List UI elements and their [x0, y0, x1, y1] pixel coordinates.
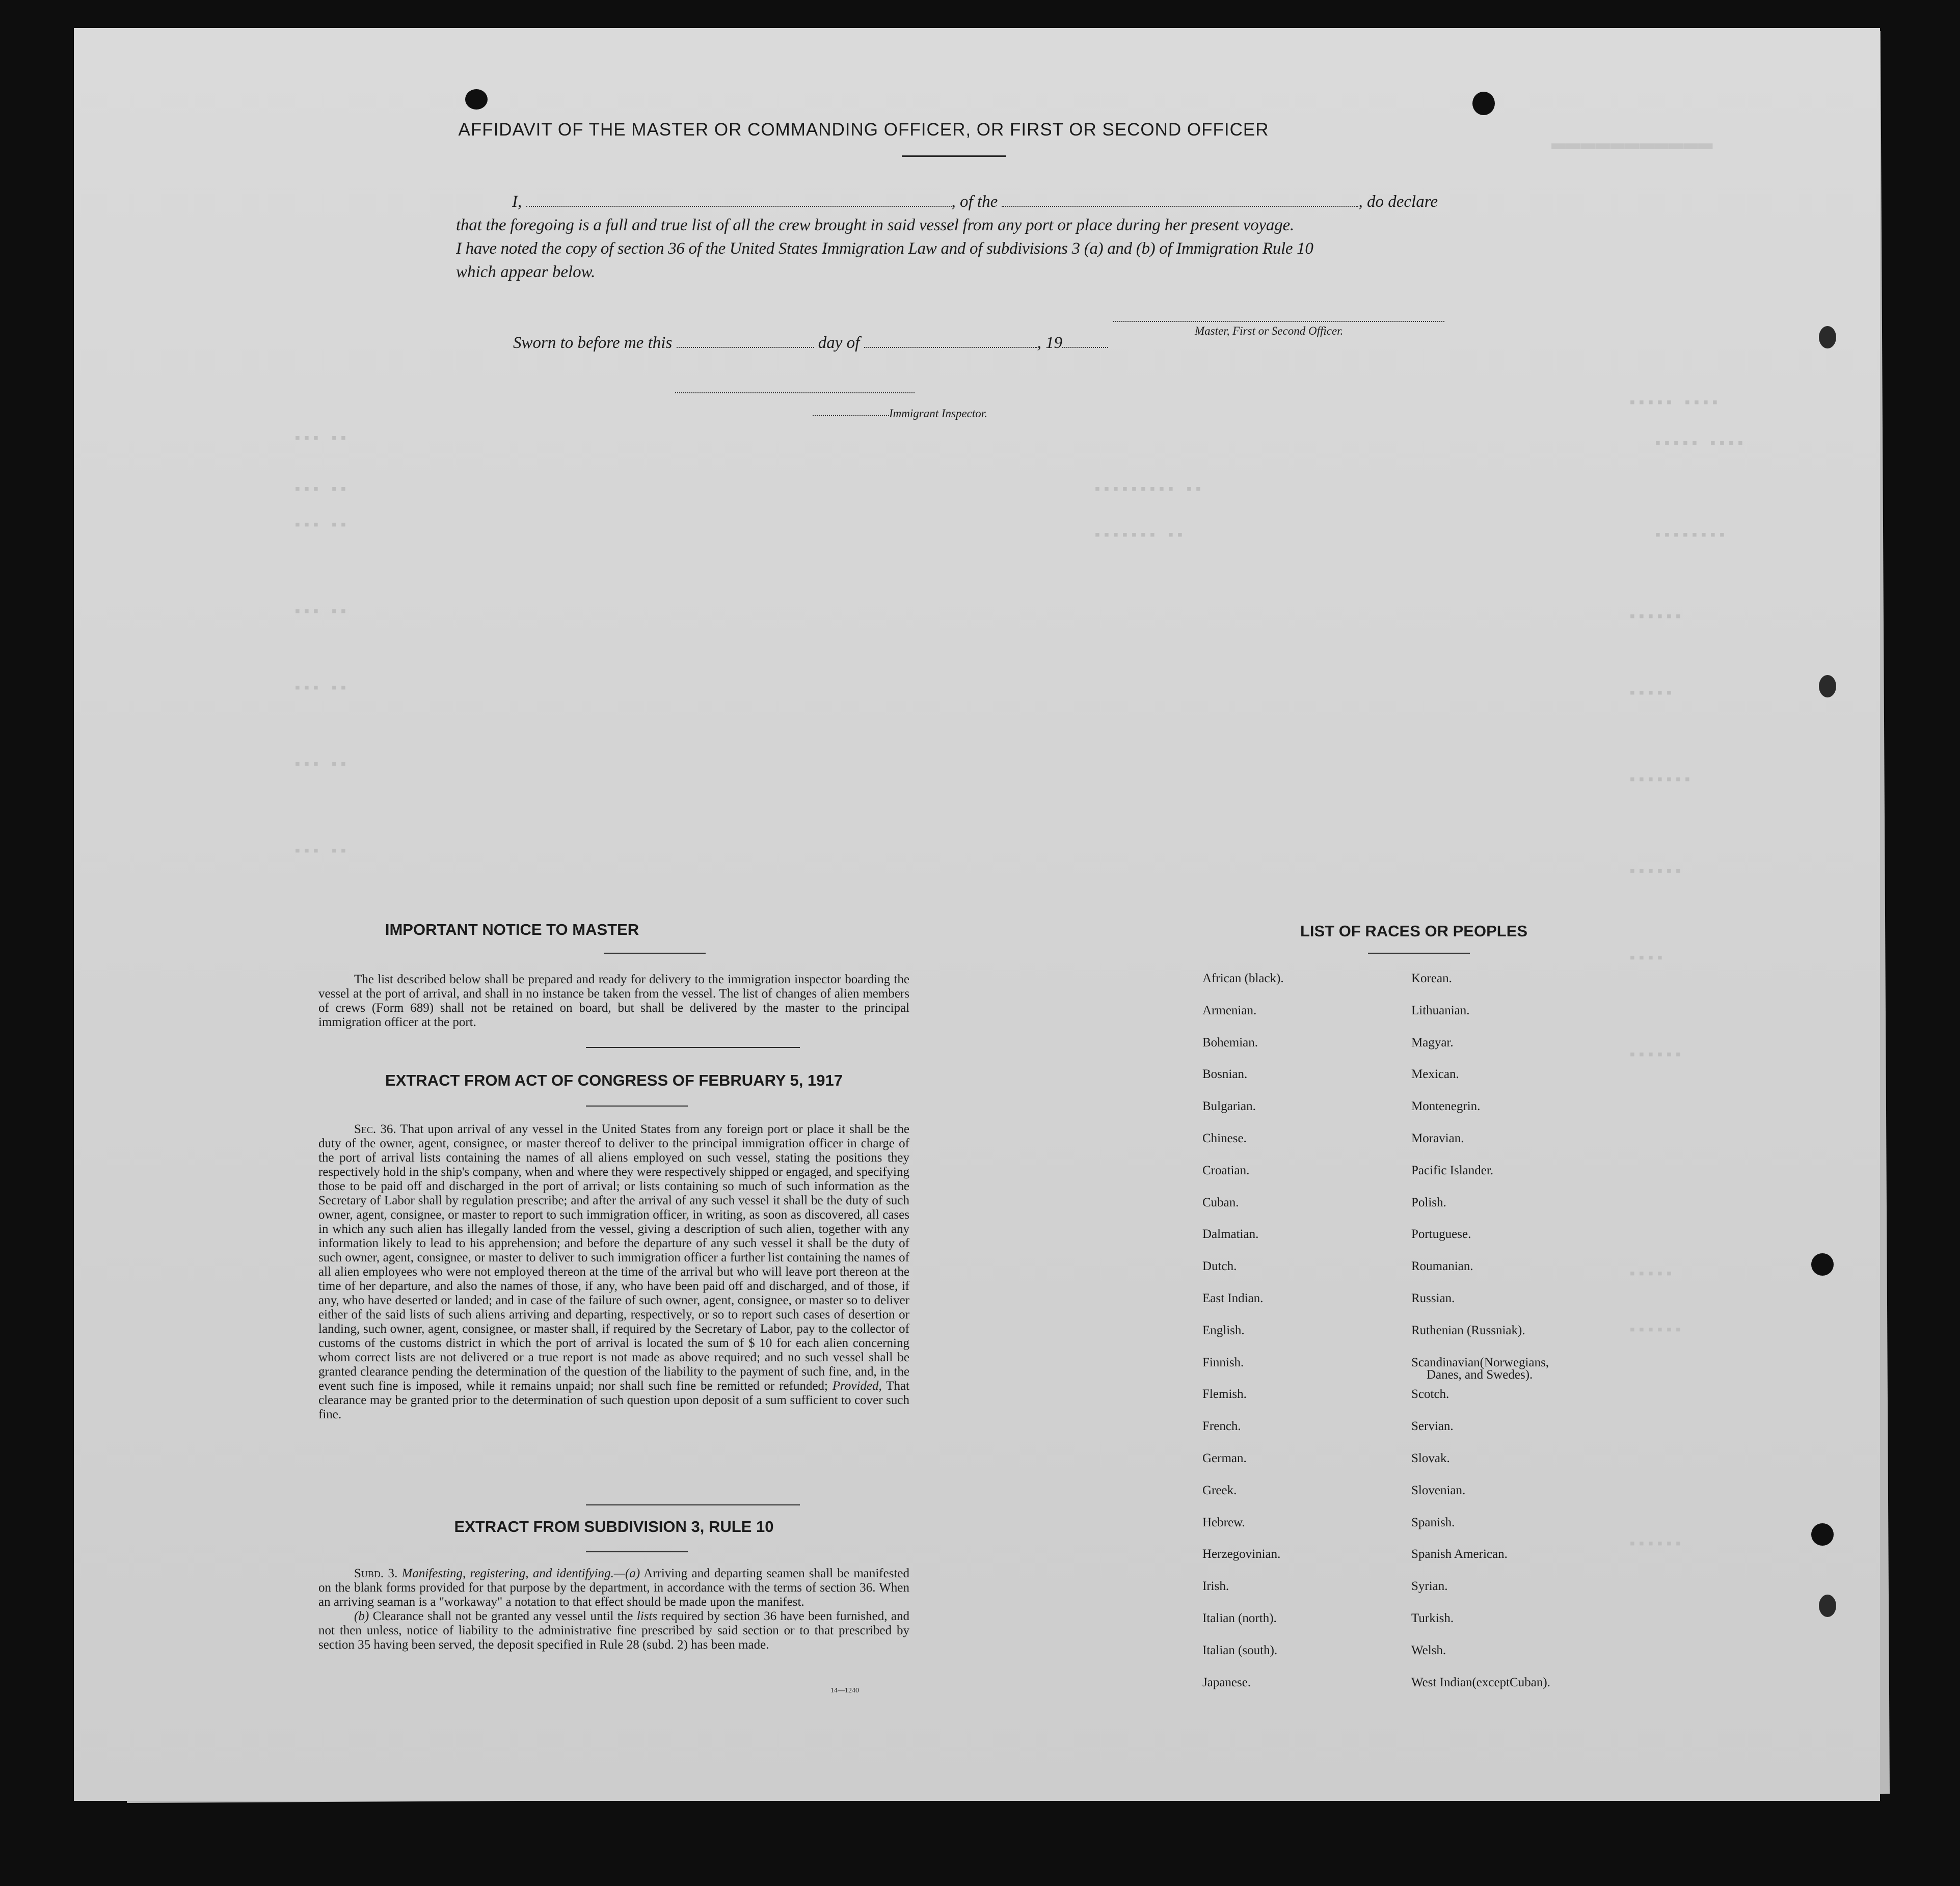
race-item: Roumanian.: [1411, 1259, 1473, 1274]
race-item: Bohemian.: [1202, 1035, 1258, 1049]
notice-title: IMPORTANT NOTICE TO MASTER: [385, 921, 639, 938]
punch-hole: [1811, 1253, 1834, 1276]
race-item: Magyar.: [1411, 1035, 1454, 1049]
race-item: Armenian.: [1202, 1003, 1257, 1017]
race-item: Bulgarian.: [1202, 1099, 1256, 1114]
vessel-blank[interactable]: [1002, 193, 1358, 207]
race-item: Polish.: [1411, 1195, 1446, 1209]
race-item: English.: [1202, 1323, 1245, 1337]
affidavit-declaration: [456, 190, 1526, 284]
race-item: Portuguese.: [1411, 1227, 1471, 1242]
race-item: Irish.: [1202, 1579, 1229, 1594]
inspector-short-line: [813, 415, 889, 416]
race-item: Lithuanian.: [1411, 1003, 1470, 1017]
races-list: [1202, 972, 1661, 1726]
day-blank[interactable]: [677, 334, 814, 348]
year-prefix: , 19: [1037, 334, 1063, 352]
punch-hole: [1811, 1523, 1834, 1546]
race-item: Scotch.: [1411, 1387, 1449, 1402]
race-item: Italian (south).: [1202, 1643, 1278, 1657]
affidavit-i: I,: [512, 193, 522, 211]
notice-text: The list described below shall be prepared and ready for delivery to the immigration inspector boarding the vessel at the port of arrival, and shall in no instance be taken from the vessel. The list of changes of alien members of crews (Form 689) shall not be retained on board, but shall be delivered by the master to the principal immigration officer at the port.: [318, 973, 909, 1029]
master-signature-caption: Master, First or Second Officer.: [1195, 325, 1344, 337]
race-item: Montenegrin.: [1411, 1099, 1481, 1114]
punch-hole: [465, 89, 488, 110]
punch-hole: [1819, 675, 1836, 697]
race-item: Servian.: [1411, 1419, 1454, 1434]
race-item: Turkish.: [1411, 1611, 1454, 1625]
race-item: West Indian(exceptCuban).: [1411, 1675, 1550, 1689]
race-item: Italian (north).: [1202, 1611, 1277, 1625]
affidavit-line-2: that the foregoing is a full and true list of all the crew brought in said vessel from any port or place during her present voyage.: [456, 216, 1295, 234]
race-item: Bosnian.: [1202, 1067, 1248, 1082]
day-of-text: day of: [818, 334, 860, 352]
master-signature-line[interactable]: [1113, 321, 1444, 322]
race-item: Japanese.: [1202, 1675, 1251, 1689]
race-item: Chinese.: [1202, 1131, 1247, 1145]
affidavit-line-3: I have noted the copy of section 36 of the United States Immigration Law and of subdivisions 3 (a) and (b) of Immigration Rule 10: [456, 239, 1313, 258]
name-blank[interactable]: [526, 193, 952, 207]
form-number: 14—1240: [830, 1687, 859, 1694]
race-item: Dalmatian.: [1202, 1227, 1259, 1242]
punch-hole: [1819, 326, 1836, 348]
sworn-line: [513, 334, 1108, 353]
race-item: Syrian.: [1411, 1579, 1448, 1594]
act-extract-text: Sec. 36. That upon arrival of any vessel in the United States from any foreign port or place it shall be the duty of the owner, agent, consignee, or master thereof to deliver to the principal immigration officer in charge of the port of arrival lists containing the names of all aliens employed on such vessel, stating the positions they respectively hold in the ship's company, when and where they were respectively shipped or engaged, and specifying those to be paid off and discharged in the port of arrival; or lists containing so much of such information as the Secretary of Labor shall by regulation prescribe; and after the arrival of any such vessel it shall be the duty of such owner, agent, consignee, or master to report to such immigration officer, in writing, as soon as discovered, all cases in which any such alien has illegally landed from the vessel, giving a description of such alien, together with any information likely to lead to his apprehension; and before the departure of any such vessel it shall be the duty of such owner, agent, consignee, or master to deliver to such immigration officer a further list containing the names of all alien employees who were not employed thereon at the time of the arrival but who will leave port thereon at the time of her departure, and also the names of those, if any, who have been paid off and discharged, and of those, if any, who have deserted or landed; and in case of the failure of such owner, agent, consignee, or master so to deliver either of the said lists of such aliens arriving and departing, respectively, or so to report such cases of desertion or landing, such owner, agent, consignee, or master shall, if required by the Secretary of Labor, pay to the collector of customs of the customs district in which the port of arrival is located the sum of $ 10 for each alien concerning whom correct lists are not delivered or a true report is not made as above required; and no such vessel shall be granted clearance pending the determination of the question of the liability to the payment of such fine, and, in the event such fine is imposed, while it remains unpaid; nor shall such fine be remitted or refunded; Provided, That clearance may be granted prior to the determination of such question upon deposit of a sum sufficient to cover such fine.: [318, 1122, 909, 1421]
punch-hole: [1819, 1595, 1836, 1617]
race-item: Russian.: [1411, 1291, 1455, 1305]
race-item-continuation: Danes, and Swedes).: [1427, 1367, 1533, 1382]
act-extract-title: EXTRACT FROM ACT OF CONGRESS OF FEBRUARY 5, 1917: [385, 1071, 843, 1089]
affidavit-line-4: which appear below.: [456, 263, 596, 281]
race-item: Korean.: [1411, 972, 1452, 985]
race-item: Slovak.: [1411, 1451, 1450, 1465]
title-divider: [902, 155, 1006, 157]
race-item: Moravian.: [1411, 1131, 1464, 1145]
act-rule: [586, 1504, 800, 1505]
race-item: French.: [1202, 1419, 1241, 1434]
rule-divider: [586, 1551, 688, 1552]
manifest-back-page: ▬▬▬▬▬▬▬▬▬▬▬ ▪▪▪▪▪ ▪▪▪▪ ▪▪▪▪▪ ▪▪▪▪ ▪▪▪▪▪▪▪▪ ▪▪▪▪▪▪ ▪▪▪▪▪ ▪▪▪▪▪▪▪ ▪▪▪▪▪▪ ▪▪▪▪ ▪▪▪▪▪▪ ▪▪▪▪▪ ▪▪▪▪▪▪ ▪▪▪▪▪▪ ▪▪▪ ▪▪ ▪▪▪ ▪▪ ▪▪▪ ▪▪ ▪▪▪ ▪▪ ▪▪▪ ▪▪ ▪▪▪ ▪▪ ▪▪▪ ▪▪ ▪▪▪▪▪▪▪▪▪ ▪▪ ▪▪▪▪▪▪▪ ▪▪ AFFIDAVIT OF THE MASTER OR COMMANDING OFFICER, OR FIRST OR SECOND OFFICER I, , of the , do declare that the foregoing is a full and true list of all the crew brought in said vessel from any port or place during her present voyage. I have noted the copy of section 36 of the United States Immigration Law and of subdivisions 3 (a) and (b) of Immigration Rule 10 which appear below. Master, First or Second Officer. Sworn to before me this day of , 19 Immigrant Inspector. IMPORTANT NOTICE TO MASTER The list described below shall be prepared and ready for delivery to the immigration inspector boarding the vessel at the port of arrival, and shall in no instance be taken from the vessel. The list of changes of alien members of crews (Form 689) shall not be retained on board, but shall be delivered by the master to the principal immigration officer at the port. EXTRACT FROM ACT OF CONGRESS OF FEBRUARY 5, 1917 Sec. 36. That upon arrival of any vessel in the United States from any foreign port or place it shall be the duty of the owner, agent, consignee, or master thereof to deliver to the principal immigration officer in charge of the port of arrival lists containing the names of all aliens employed on such vessel, stating the positions they respectively hold in the ship's company, when and where they were respectively shipped or engaged, and specifying those to be paid off and discharged in the port of arrival; or lists containing so much of such information as the Secretary of Labor shall by regulation prescribe; and after the arrival of any such vessel it shall be the duty of such owner, agent, consignee, or master to report to such immigration officer, in writing, as soon as discovered, all cases in which any such alien has illegally landed from the vessel, giving a description of such alien, together with any information likely to lead to his apprehension; and before the departure of any such vessel it shall be the duty of such owner, agent, consignee, or master to deliver to such immigration officer a further list containing the names of all alien employees who were not employed thereon at the time of the arrival but who will leave port thereon at the time of her departure, and also the names of those, if any, who have been paid off and discharged, and of those, if any, who have deserted or landed; and in case of the failure of such owner, agent, consignee, or master so to deliver either of the said lists of such aliens arriving and departing, respectively, or so to report such cases of desertion or landing, such owner, agent, consignee, or master shall, if required by the Secretary of Labor, pay to the collector of customs of the customs district in which the port of arrival is located the sum of $ 10 for each alien concerning whom correct lists are not delivered or a true report is not made as above required; and no such vessel shall be granted clearance pending the determination of the question of the liability to the payment of such fine, and, in the event such fine is imposed, while it remains unpaid; nor shall such fine be remitted or refunded; Provided, That clearance may be granted prior to the determination of such question upon deposit of a sum sufficient to cover such fine. EXTRACT FROM SUBDIVISION 3, RULE 10 Subd. 3. Manifesting, registering, and identifying.—(a) Arriving and departing seamen shall be manifested on the blank forms provided for that purpose by the department, in accordance with the terms of section 36. When an arriving seaman is a "workaway" a notation to that effect should be made upon the manifest. (b) Clearance shall not be granted any vessel until the lists required by section 36 have been furnished, and not then unless, notice of liability to the administrative fine prescribed by said section or to that prescribed by section 35 having been served, the deposit specified in Rule 28 (subd. 2) has been made. 14—1240 LIST OF RACES OR PEOPLES African (black). Armenian. Bohemian. Bosnian. Bulgarian. Chinese. Croatian. Cuban. Dalmatian. Dutch. East Indian. English. Finnish. Flemish. French. German. Greek. Hebrew. Herzegovinian. Irish. Italian (north). Italian (south). Japanese. Korean. Lithuanian. Magyar. Mexican. Montenegrin. Moravian. Pacific Islander. Polish. Portuguese. Roumanian. Russian. Ruthenian (Russniak). Scandinavian(Norwegians, Danes, and Swedes). Scotch. Servian. Slovak. Slovenian. Spanish. Spanish American. Syrian. Turkish. Welsh. West Indian(exceptCuban).: [74, 28, 1880, 1801]
race-item: Cuban.: [1202, 1195, 1239, 1209]
races-title: LIST OF RACES OR PEOPLES: [1300, 922, 1528, 940]
inspector-caption: Immigrant Inspector.: [889, 407, 987, 420]
affidavit-do-declare: , do declare: [1358, 193, 1438, 211]
punch-hole: [1472, 92, 1495, 115]
rule-extract-text: Subd. 3. Manifesting, registering, and identifying.—(a) Arriving and departing seamen shall be manifested on the blank forms provided for that purpose by the department, in accordance with the terms of section 36. When an arriving seaman is a "workaway" a notation to that effect should be made upon the manifest. (b) Clearance shall not be granted any vessel until the lists required by section 36 have been furnished, and not then unless, notice of liability to the administrative fine prescribed by said section or to that prescribed by section 35 having been served, the deposit specified in Rule 28 (subd. 2) has been made.: [318, 1567, 910, 1652]
races-divider: [1368, 953, 1470, 954]
rule-extract-title: EXTRACT FROM SUBDIVISION 3, RULE 10: [454, 1518, 774, 1535]
race-item: Croatian.: [1202, 1163, 1250, 1177]
race-item: Dutch.: [1202, 1259, 1237, 1274]
race-item: Herzegovinian.: [1202, 1547, 1281, 1561]
race-item: East Indian.: [1202, 1291, 1264, 1305]
race-item: Spanish American.: [1411, 1547, 1508, 1561]
race-item: Spanish.: [1411, 1515, 1455, 1529]
race-item: Slovenian.: [1411, 1483, 1466, 1497]
race-item: Ruthenian (Russniak).: [1411, 1323, 1525, 1337]
affidavit-of-the: , of the: [951, 193, 998, 211]
race-item: African (black).: [1202, 972, 1284, 985]
notice-divider: [604, 953, 706, 954]
inspector-signature-line[interactable]: [675, 392, 915, 393]
race-item: Pacific Islander.: [1411, 1163, 1494, 1177]
race-item: Welsh.: [1411, 1643, 1446, 1657]
race-item: German.: [1202, 1451, 1247, 1465]
race-item: Hebrew.: [1202, 1515, 1245, 1529]
month-blank[interactable]: [864, 334, 1037, 348]
race-item: Flemish.: [1202, 1387, 1247, 1402]
race-item: Scandinavian(Norwegians,: [1411, 1355, 1549, 1369]
race-item: Greek.: [1202, 1483, 1237, 1497]
race-item: Finnish.: [1202, 1355, 1244, 1369]
sworn-text: Sworn to before me this: [513, 334, 673, 352]
race-item: Mexican.: [1411, 1067, 1459, 1082]
act-divider: [586, 1106, 688, 1107]
notice-rule: [586, 1047, 800, 1048]
affidavit-title: AFFIDAVIT OF THE MASTER OR COMMANDING OFFICER, OR FIRST OR SECOND OFFICER: [458, 120, 1269, 140]
year-blank[interactable]: [1062, 334, 1108, 348]
section-label: Sec. 36.: [354, 1122, 396, 1136]
